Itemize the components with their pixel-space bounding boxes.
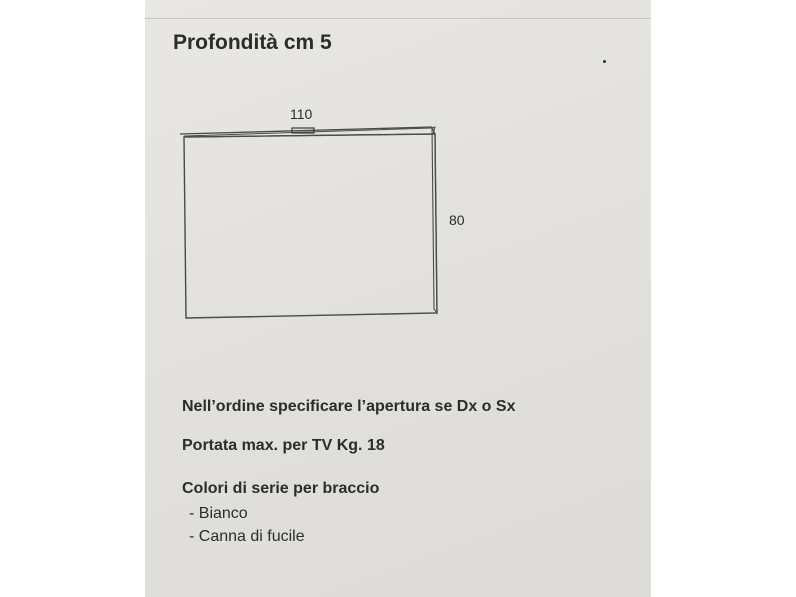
- width-dimension-label: 110: [290, 106, 313, 122]
- height-dimension-label: 80: [449, 212, 465, 228]
- document-page: [145, 0, 651, 597]
- capacity-note: Portata max. per TV Kg. 18: [182, 437, 385, 454]
- colors-title: Colori di serie per braccio: [182, 480, 380, 497]
- panel-side-face: [432, 127, 437, 313]
- color-option: - Canna di fucile: [189, 528, 305, 545]
- color-option: - Bianco: [189, 505, 248, 522]
- paper-speck: [603, 60, 606, 63]
- order-note: Nell’ordine specificare l’apertura se Dx o Sx: [182, 398, 516, 415]
- depth-heading: Profondità cm 5: [173, 31, 332, 54]
- panel-front-face: [184, 134, 437, 318]
